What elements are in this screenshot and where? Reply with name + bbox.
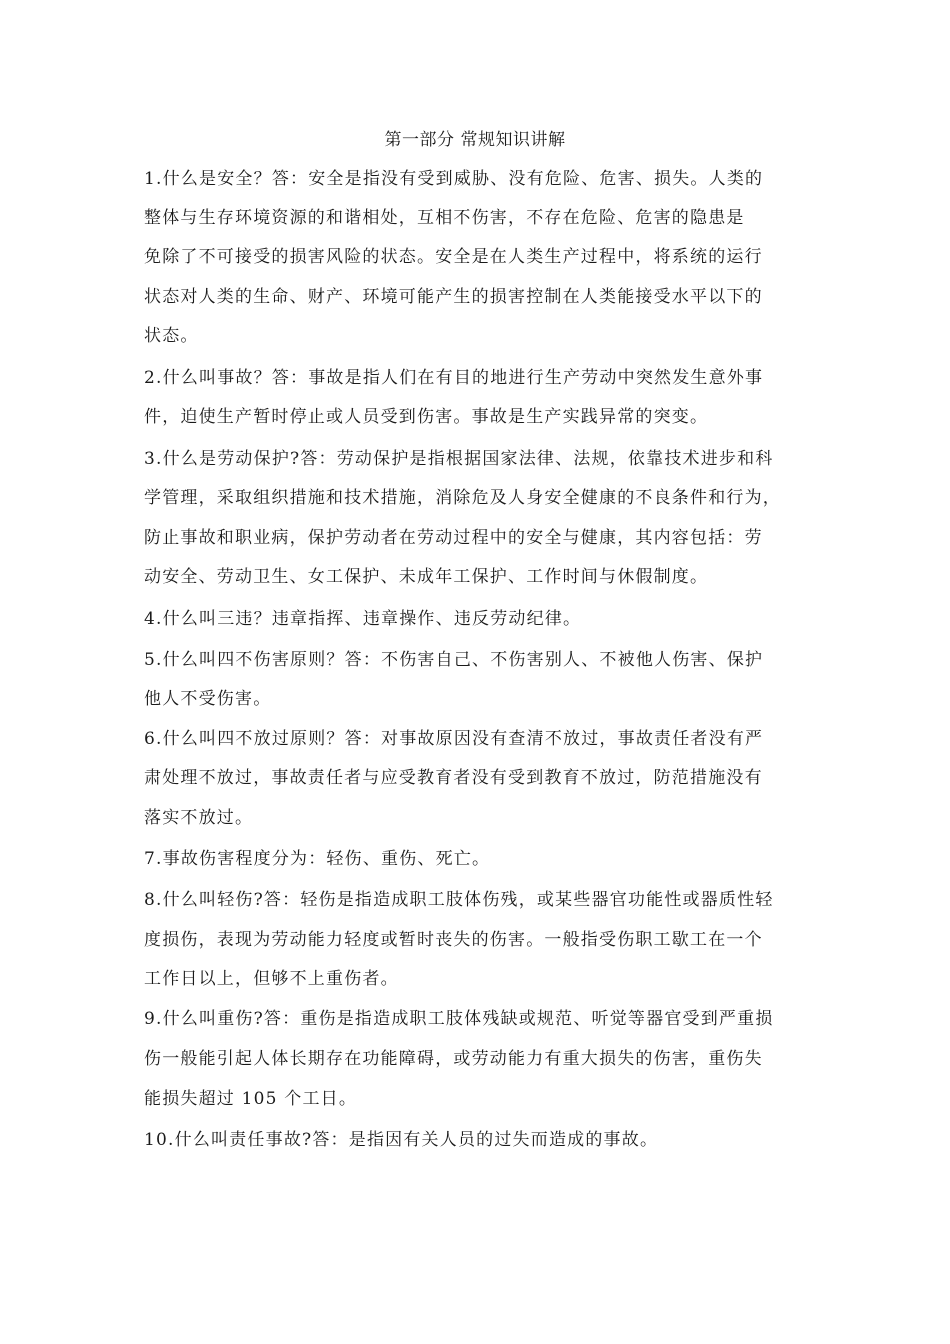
text-line: 状态对人类的生命、财产、环境可能产生的损害控制在人类能接受水平以下的 <box>144 287 763 307</box>
text-line: 1.什么是安全？答：安全是指没有受到威胁、没有危险、危害、损失。人类的 <box>144 169 764 189</box>
text-line: 10.什么叫责任事故?答：是指因有关人员的过失而造成的事故。 <box>144 1130 659 1150</box>
text-line: 落实不放过。 <box>144 808 254 828</box>
text-line: 件，迫使生产暂时停止或人员受到伤害。事故是生产实践异常的突变。 <box>144 407 709 427</box>
text-line: 7.事故伤害程度分为：轻伤、重伤、死亡。 <box>144 849 491 869</box>
text-line: 2.什么叫事故？答：事故是指人们在有目的地进行生产劳动中突然发生意外事 <box>144 368 764 388</box>
text-line: 6.什么叫四不放过原则？答：对事故原因没有查清不放过，事故责任者没有严 <box>144 729 764 749</box>
text-line: 动安全、劳动卫生、女工保护、未成年工保护、工作时间与休假制度。 <box>144 567 709 587</box>
text-line: 伤一般能引起人体长期存在功能障碍，或劳动能力有重大损失的伤害，重伤失 <box>144 1049 763 1069</box>
text-line: 工作日以上，但够不上重伤者。 <box>144 969 399 989</box>
page-title: 第一部分 常规知识讲解 <box>384 130 566 150</box>
text-line: 防止事故和职业病，保护劳动者在劳动过程中的安全与健康，其内容包括：劳 <box>144 528 763 548</box>
text-line: 免除了不可接受的损害风险的状态。安全是在人类生产过程中，将系统的运行 <box>144 247 763 267</box>
text-line: 8.什么叫轻伤?答：轻伤是指造成职工肢体伤残，或某些器官功能性或器质性轻 <box>144 890 774 910</box>
text-line: 他人不受伤害。 <box>144 689 272 709</box>
text-line: 肃处理不放过，事故责任者与应受教育者没有受到教育不放过，防范措施没有 <box>144 768 763 788</box>
text-line: 度损伤，表现为劳动能力轻度或暂时丧失的伤害。一般指受伤职工歇工在一个 <box>144 930 763 950</box>
text-line: 3.什么是劳动保护?答：劳动保护是指根据国家法律、法规，依靠技术进步和科 <box>144 449 774 469</box>
text-line: 学管理，采取组织措施和技术措施，消除危及人身安全健康的不良条件和行为， <box>144 488 781 508</box>
text-line: 整体与生存环境资源的和谐相处，互相不伤害，不存在危险、危害的隐患是 <box>144 208 745 228</box>
text-line: 能损失超过 105 个工日。 <box>144 1089 358 1109</box>
text-line: 状态。 <box>144 326 199 346</box>
text-line: 9.什么叫重伤?答：重伤是指造成职工肢体残缺或规范、听觉等器官受到严重损 <box>144 1009 774 1029</box>
text-line: 4.什么叫三违？违章指挥、违章操作、违反劳动纪律。 <box>144 609 582 629</box>
text-line: 5.什么叫四不伤害原则？答：不伤害自己、不伤害别人、不被他人伤害、保护 <box>144 650 764 670</box>
